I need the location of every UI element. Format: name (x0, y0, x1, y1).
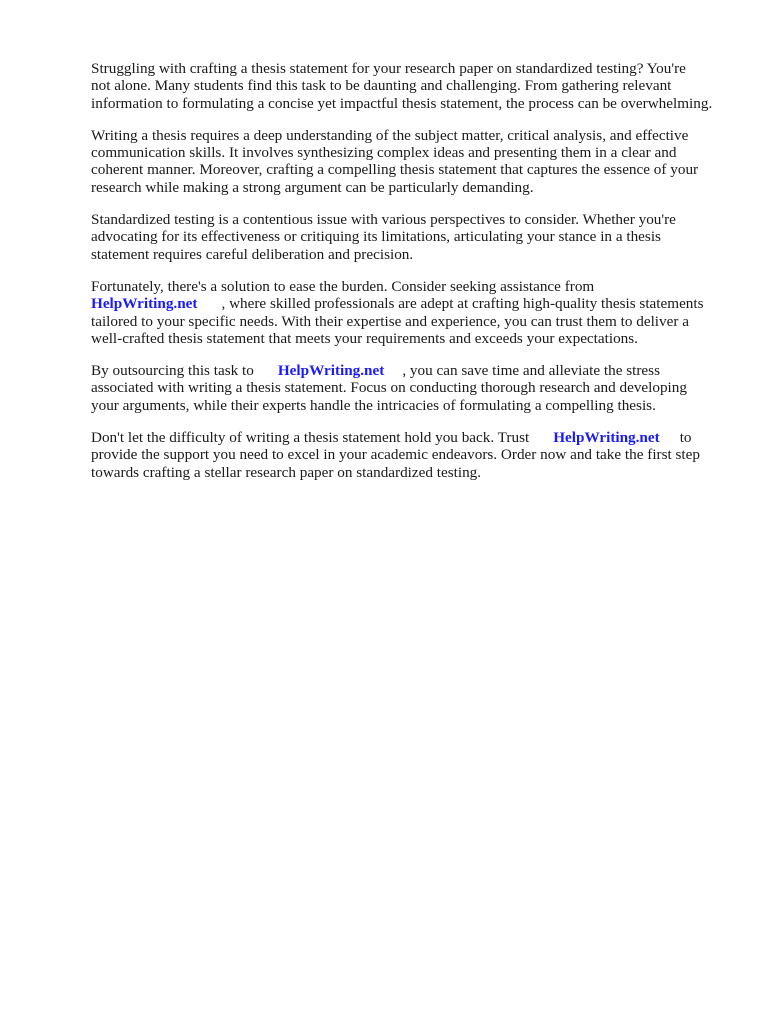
text-segment: Don't let the difficulty of writing a thesis statement hold you back. Trust (91, 429, 530, 447)
text-segment: to (679, 429, 692, 447)
text-line: associated with writing a thesis statement. Focus on conducting thorough research and developing (91, 379, 687, 397)
text-line: towards crafting a stellar research paper on standardized testing. (91, 463, 482, 481)
text-line: provide the support you need to excel in your academic endeavors. Order now and take the first step (91, 446, 700, 464)
text-segment: By outsourcing this task to (91, 362, 254, 380)
helpwriting-link[interactable]: HelpWriting.net (91, 295, 198, 313)
text-line: advocating for its effectiveness or critiquing its limitations, articulating your stance in a thesis (91, 228, 661, 246)
text-line: tailored to your specific needs. With their expertise and experience, you can trust them to deliver a (91, 312, 689, 330)
text-line: Fortunately, there's a solution to ease the burden. Consider seeking assistance from (91, 277, 595, 295)
text-line: well-crafted thesis statement that meets your requirements and exceeds your expectations. (91, 329, 638, 347)
text-line: communication skills. It involves synthesizing complex ideas and presenting them in a clear and (91, 144, 677, 162)
paragraph-outsourcing (91, 362, 731, 414)
paragraph-solution (91, 278, 731, 347)
text-line: research while making a strong argument can be particularly demanding. (91, 178, 534, 196)
paragraph-intro (91, 60, 731, 112)
text-line: Standardized testing is a contentious issue with various perspectives to consider. Whether you're (91, 211, 676, 229)
paragraph-call-to-action (91, 429, 731, 481)
text-line (91, 295, 731, 312)
text-segment: , where skilled professionals are adept at crafting high-quality thesis statements (221, 295, 704, 313)
text-line (91, 429, 731, 446)
text-line (91, 362, 731, 379)
text-segment: , you can save time and alleviate the stress (402, 362, 660, 380)
text-line: statement requires careful deliberation and precision. (91, 245, 414, 263)
document-page (91, 60, 731, 496)
text-line: not alone. Many students find this task to be daunting and challenging. From gathering relevant (91, 77, 672, 95)
helpwriting-link[interactable]: HelpWriting.net (277, 362, 385, 380)
text-line: Struggling with crafting a thesis statement for your research paper on standardized testing? You're (91, 60, 686, 77)
text-line: information to formulating a concise yet impactful thesis statement, the process can be overwhelming. (91, 94, 713, 112)
helpwriting-link[interactable]: HelpWriting.net (553, 429, 660, 447)
paragraph-thesis-requirements (91, 127, 731, 196)
text-line: your arguments, while their experts handle the intricacies of formulating a compelling thesis. (91, 396, 656, 414)
text-line: Writing a thesis requires a deep understanding of the subject matter, critical analysis, and effective (91, 126, 689, 144)
text-line: coherent manner. Moreover, crafting a compelling thesis statement that captures the essence of your (91, 161, 699, 179)
paragraph-standardized-testing (91, 211, 731, 263)
